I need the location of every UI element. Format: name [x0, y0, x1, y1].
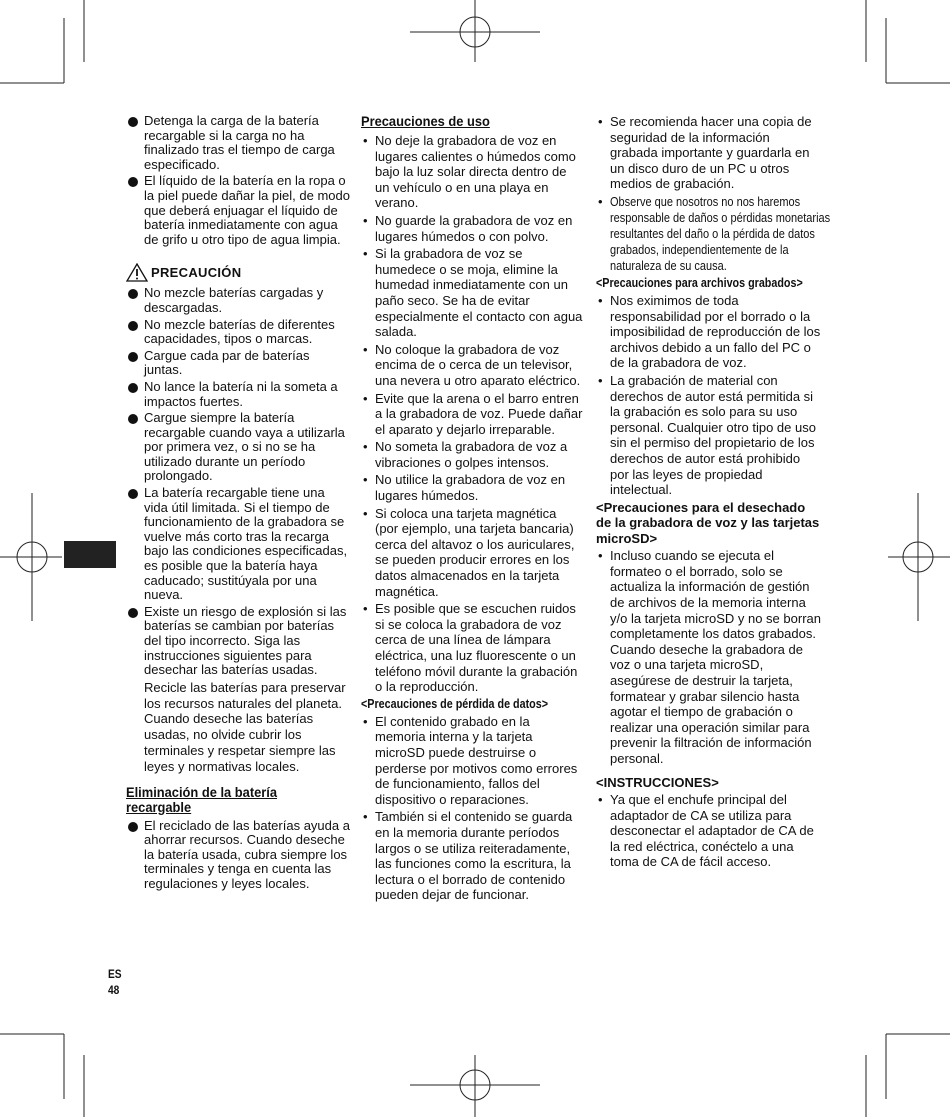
list-item: • También si el contenido se guarda en la memoria durante períodos largos o se utiliza reiteradamente, las funciones como la escritura, la lectura o el borrado de contenido pueden dejar de funcionar.: [361, 809, 583, 903]
list-item: • No someta la grabadora de voz a vibraciones o golpes intensos.: [361, 439, 583, 470]
list-item: • Es posible que se escuchen ruidos si se coloca la grabadora de voz cerca de una línea de lámpara eléctrica, una luz fluorescente o un teléfono móvil durante la grabación o la reproducción.: [361, 601, 583, 695]
list-item: • Se recomienda hacer una copia de seguridad de la información grabada importante y guardarla en un disco duro de un PC u otros medios de grabación.: [596, 114, 821, 192]
disposal-item-text: Incluso cuando se ejecuta el formateo o el borrado, solo se actualiza la información de gestión de archivos de la memoria interna y/o la tarjeta microSD y no se borran completamente los datos grabados.: [610, 548, 821, 642]
column-middle: [361, 114, 583, 905]
column-right: [596, 114, 831, 872]
backup-list: [596, 114, 831, 274]
list-item: • Evite que la arena o el barro entren a la grabadora de voz. Puede dañar el aparato y dejarlo irreparable.: [361, 391, 583, 438]
data-loss-heading: <Precauciones de pérdida de datos>: [361, 696, 549, 711]
list-item: • No guarde la grabadora de voz en lugares húmedos o con polvo.: [361, 213, 583, 244]
column-left: [126, 114, 351, 894]
list-item: [596, 548, 821, 766]
battery-charge-list: [126, 114, 351, 247]
list-item: • No coloque la grabadora de voz encima de o cerca de un televisor, una nevera u otro aparato eléctrico.: [361, 342, 583, 389]
caution-label: PRECAUCIÓN: [151, 264, 242, 280]
list-item: La batería recargable tiene una vida útil limitada. Si el tiempo de funcionamiento de la grabadora se vuelve más corto tras la recarga bajo las condiciones especificadas, es posible que la batería haya caducado; sustitúyala por una nueva.: [126, 486, 351, 603]
list-item: • Si la grabadora de voz se humedece o se moja, elimine la humedad inmediatamente con un paño seco. Se ha de evitar especialmente el contacto con agua salada.: [361, 246, 583, 340]
page-number: 48: [108, 983, 120, 997]
liability-text: • Observe que nosotros no nos haremos responsable de daños o pérdidas monetarias resultantes del daño o la pérdida de datos grabados, independientemente de la naturaleza de su causa.: [610, 194, 831, 273]
recorded-files-heading: <Precauciones para archivos grabados>: [596, 275, 803, 290]
disposal-precautions-list: [596, 548, 821, 766]
instructions-heading: <INSTRUCCIONES>: [596, 774, 719, 790]
list-item: • Si coloca una tarjeta magnética (por ejemplo, una tarjeta bancaria) cerca del altavoz o los auriculares, se pueden producir errores en los datos almacenados en la tarjeta magnética.: [361, 506, 583, 600]
list-item: El líquido de la batería en la ropa o la piel puede dañar la piel, de modo que deberá enjuagar el líquido de batería inmediatamente con agua de grifo u otro tipo de agua limpia.: [126, 174, 351, 247]
disposal-precautions-heading: <Precauciones para el desechado de la grabadora de voz y las tarjetas microSD>: [596, 499, 820, 546]
usage-precautions-heading: Precauciones de uso: [361, 113, 490, 129]
list-item: El reciclado de las baterías ayuda a ahorrar recursos. Cuando deseche la batería usada, cubra siempre los terminales y tenga en cuenta las regulaciones y leyes locales.: [126, 819, 351, 892]
disposal-item-continuation: Cuando deseche la grabadora de voz o una tarjeta microSD, asegúrese de destruir la tarjeta, formatear y grabar silencio hasta agotar el tiempo de grabación o realizar una operación similar para prevenir la filtración de información personal.: [610, 641, 812, 766]
list-item: • La grabación de material con derechos de autor está permitida si la grabación es solo para su uso personal. Cualquier otro tipo de uso sin el permiso del propietario de los derechos de autor está prohibido por las leyes de propiedad intelectual.: [596, 373, 821, 498]
disposal-heading: Eliminación de la batería recargable: [126, 783, 278, 815]
list-item: • No utilice la grabadora de voz en lugares húmedos.: [361, 472, 583, 503]
list-item: Cargue cada par de baterías juntas.: [126, 349, 351, 378]
list-item: [596, 194, 831, 274]
list-item: No lance la batería ni la someta a impactos fuertes.: [126, 380, 351, 409]
list-item: Cargue siempre la batería recargable cuando vaya a utilizarla por primera vez, o si no se ha utilizado durante un período prolongado.: [126, 411, 351, 484]
recorded-files-list: [596, 293, 821, 498]
list-item: No mezcle baterías de diferentes capacidades, tipos o marcas.: [126, 318, 351, 347]
list-item: No mezcle baterías cargadas y descargadas.: [126, 286, 351, 315]
recycle-paragraph: Recicle las baterías para preservar los recursos naturales del planeta. Cuando deseche las baterías usadas, no olvide cubrir los terminales y respetar siempre las leyes y normativas locales.: [144, 679, 346, 774]
caution-heading: [126, 263, 351, 282]
list-item: • No deje la grabadora de voz en lugares calientes o húmedos como bajo la luz solar directa dentro de un vehículo o en una playa en verano.: [361, 133, 583, 211]
instructions-list: [596, 792, 821, 870]
list-item: Existe un riesgo de explosión si las baterías se cambian por baterías del tipo incorrecto. Siga las instrucciones siguientes para desechar las baterías usadas.: [126, 605, 351, 678]
list-item: • Ya que el enchufe principal del adaptador de CA se utiliza para desconectar el adaptador de CA de la red eléctrica, conéctelo a una toma de CA de fácil acceso.: [596, 792, 821, 870]
caution-list: [126, 286, 351, 677]
warning-triangle-icon: [126, 263, 148, 282]
page-footer: [108, 966, 122, 998]
disposal-list: [126, 819, 351, 892]
language-code: ES: [108, 967, 122, 981]
list-item: • Nos eximimos de toda responsabilidad por el borrado o la imposibilidad de reproducción de los archivos debido a un fallo del PC o de la grabadora de voz.: [596, 293, 821, 371]
section-tab: [64, 541, 116, 568]
list-item: Detenga la carga de la batería recargable si la carga no ha finalizado tras el tiempo de carga especificado.: [126, 114, 351, 172]
list-item: • El contenido grabado en la memoria interna y la tarjeta microSD puede destruirse o perderse por motivos como errores de funcionamiento, fallos del dispositivo o reparaciones.: [361, 714, 583, 808]
data-loss-list: [361, 714, 583, 903]
usage-precautions-list: [361, 133, 583, 695]
